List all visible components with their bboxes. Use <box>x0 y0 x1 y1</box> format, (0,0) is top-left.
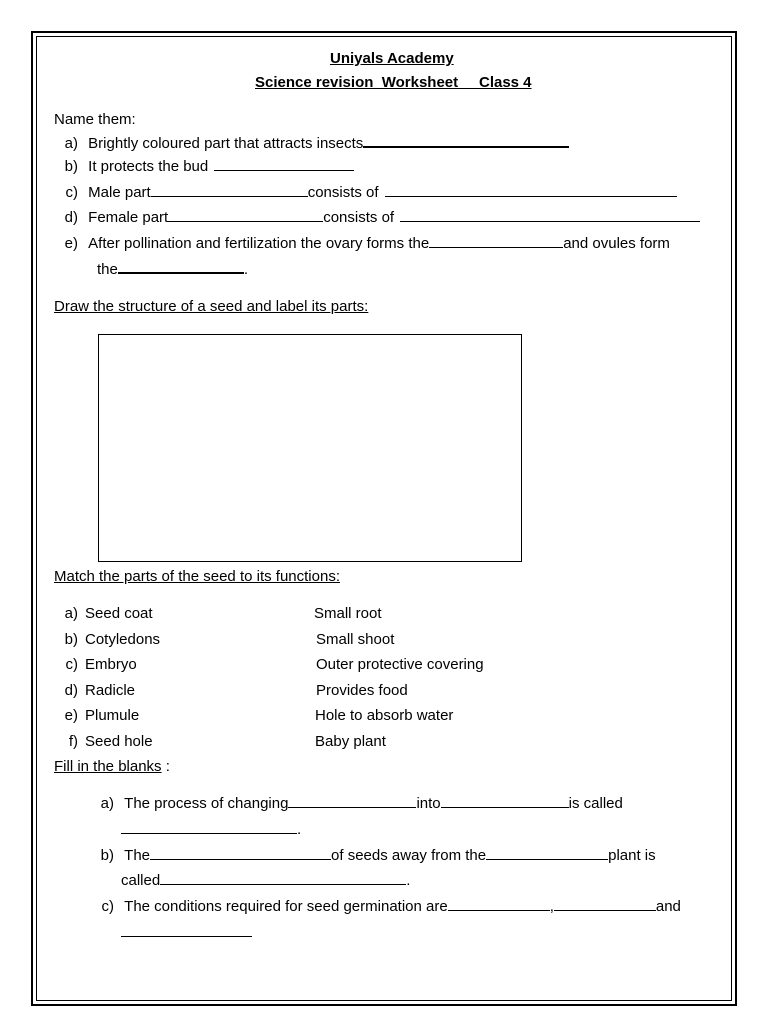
match-row <box>48 682 135 700</box>
item-text: consists of <box>307 184 379 201</box>
fill-heading-text: Fill in the blanks <box>54 758 162 775</box>
seed-part: Embryo <box>85 656 137 673</box>
answer-blank[interactable] <box>121 821 297 834</box>
seed-function: Provides food <box>316 682 408 699</box>
item-label: e) <box>64 707 78 724</box>
item-text: and <box>655 898 681 915</box>
item-end: . <box>297 821 302 838</box>
item-label: b) <box>64 631 78 648</box>
answer-blank[interactable] <box>160 872 406 885</box>
name-item-d <box>48 209 700 227</box>
fill-item-c <box>84 898 681 916</box>
name-item-c <box>48 184 677 202</box>
item-label: d) <box>64 209 78 226</box>
item-text: is called <box>568 795 623 812</box>
answer-blank[interactable] <box>214 158 354 171</box>
item-label: d) <box>64 682 78 699</box>
fill-item-b <box>84 847 656 865</box>
answer-blank[interactable] <box>121 924 252 937</box>
match-row <box>48 707 139 725</box>
match-row <box>48 733 153 751</box>
item-text: , <box>549 898 554 915</box>
name-item-b <box>48 158 354 176</box>
answer-blank[interactable] <box>150 847 331 860</box>
item-label: a) <box>64 605 78 622</box>
item-text: It protects the bud <box>88 158 209 175</box>
item-text: of seeds away from the <box>331 847 487 864</box>
drawing-box[interactable] <box>98 334 522 562</box>
match-row <box>48 631 160 649</box>
item-text: consists of <box>323 209 395 226</box>
draw-heading: Draw the structure of a seed and label its parts: <box>54 298 369 315</box>
answer-blank[interactable] <box>554 898 656 911</box>
fill-item-b-cont <box>121 872 410 890</box>
item-text: The process of changing <box>124 795 289 812</box>
match-heading: Match the parts of the seed to its functions: <box>54 568 340 585</box>
fill-heading <box>54 758 170 776</box>
item-text: Brightly coloured part that attracts insects <box>88 135 364 152</box>
item-text: plant is <box>608 847 656 864</box>
item-text: called <box>121 872 161 889</box>
item-label: b) <box>64 158 78 175</box>
fill-item-a-cont <box>121 821 301 839</box>
match-row <box>48 656 137 674</box>
name-item-e <box>48 235 670 253</box>
answer-blank[interactable] <box>363 134 569 148</box>
item-text: and ovules form <box>563 235 670 252</box>
worksheet-title: Science revision Worksheet Class 4 <box>255 74 532 91</box>
item-label: c) <box>65 656 78 673</box>
item-label: c) <box>65 184 78 201</box>
item-text: the <box>97 261 118 278</box>
item-text: into <box>416 795 441 812</box>
answer-blank[interactable] <box>168 209 323 222</box>
answer-blank[interactable] <box>118 260 244 274</box>
seed-part: Radicle <box>85 682 136 699</box>
answer-blank[interactable] <box>441 795 569 808</box>
item-text: After pollination and fertilization the ovary forms the <box>88 235 430 252</box>
item-label: e) <box>64 235 78 252</box>
answer-blank[interactable] <box>486 847 608 860</box>
answer-blank[interactable] <box>151 184 308 197</box>
item-text: The <box>124 847 151 864</box>
fill-item-a <box>84 795 623 813</box>
item-label: c) <box>101 898 114 915</box>
answer-blank[interactable] <box>429 235 563 248</box>
item-text: The conditions required for seed germination are <box>124 898 448 915</box>
name-them-heading: Name them: <box>54 111 136 128</box>
seed-function: Small root <box>314 605 382 622</box>
seed-function: Outer protective covering <box>316 656 484 673</box>
seed-function: Hole to absorb water <box>315 707 454 724</box>
item-text: Male part <box>88 184 151 201</box>
name-item-e-cont <box>97 260 248 279</box>
item-label: b) <box>100 847 114 864</box>
item-label: a) <box>64 135 78 152</box>
answer-blank[interactable] <box>448 898 550 911</box>
seed-part: Seed coat <box>85 605 153 622</box>
fill-item-c-cont <box>121 924 252 942</box>
match-row <box>48 605 153 623</box>
fill-heading-colon: : <box>161 758 170 775</box>
item-end: . <box>243 261 249 278</box>
answer-blank[interactable] <box>385 184 677 197</box>
seed-part: Seed hole <box>85 733 153 750</box>
seed-function: Small shoot <box>316 631 395 648</box>
item-end: . <box>406 872 411 889</box>
name-item-a <box>48 134 569 153</box>
seed-function: Baby plant <box>315 733 386 750</box>
seed-part: Plumule <box>85 707 140 724</box>
seed-part: Cotyledons <box>85 631 161 648</box>
item-text: Female part <box>88 209 169 226</box>
answer-blank[interactable] <box>400 209 700 222</box>
item-label: f) <box>68 733 78 750</box>
school-name: Uniyals Academy <box>330 50 454 67</box>
answer-blank[interactable] <box>288 795 416 808</box>
item-label: a) <box>100 795 114 812</box>
